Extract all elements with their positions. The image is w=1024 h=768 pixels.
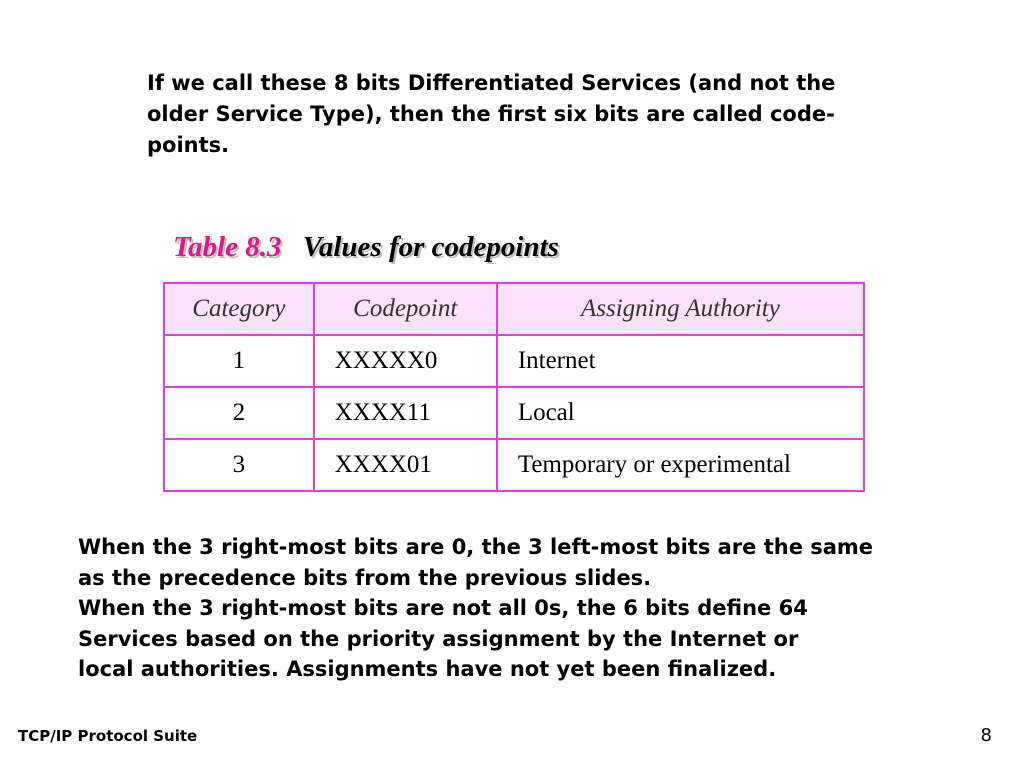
table-row	[164, 387, 864, 439]
codepoints-table	[163, 282, 865, 492]
header-category: Category	[164, 283, 314, 335]
explanation-paragraph	[78, 532, 978, 685]
table-header-row	[164, 283, 864, 335]
intro-paragraph	[147, 68, 907, 161]
cell-authority: Internet	[497, 335, 864, 387]
explanation-line: When the 3 right-most bits are 0, the 3 left-most bits are the same	[78, 535, 874, 559]
cell-codepoint: XXXXX0	[314, 335, 497, 387]
table-caption	[173, 231, 559, 264]
intro-line: points.	[147, 133, 230, 157]
cell-authority: Temporary or experimental	[497, 439, 864, 491]
table-row	[164, 335, 864, 387]
cell-codepoint: XXXX01	[314, 439, 497, 491]
cell-category: 2	[164, 387, 314, 439]
header-codepoint: Codepoint	[314, 283, 497, 335]
header-assigning-authority: Assigning Authority	[497, 283, 864, 335]
explanation-line: Services based on the priority assignment by the Internet or	[78, 626, 799, 651]
page-number: 8	[980, 725, 992, 746]
table-row	[164, 439, 864, 491]
intro-line: If we call these 8 bits Differentiated Services (and not the	[147, 71, 836, 95]
intro-line: older Service Type), then the first six bits are called code-	[147, 102, 835, 126]
explanation-line: as the precedence bits from the previous slides.	[78, 565, 652, 590]
explanation-line: When the 3 right-most bits are not all 0s, the 6 bits define 64	[78, 596, 808, 620]
cell-category: 3	[164, 439, 314, 491]
table-title: Values for codepoints	[302, 231, 559, 263]
cell-authority: Local	[497, 387, 864, 439]
explanation-line: local authorities. Assignments have not yet been finalized.	[78, 657, 777, 681]
cell-codepoint: XXXX11	[314, 387, 497, 439]
table-number: Table 8.3	[173, 231, 282, 263]
footer-title: TCP/IP Protocol Suite	[18, 727, 198, 745]
cell-category: 1	[164, 335, 314, 387]
